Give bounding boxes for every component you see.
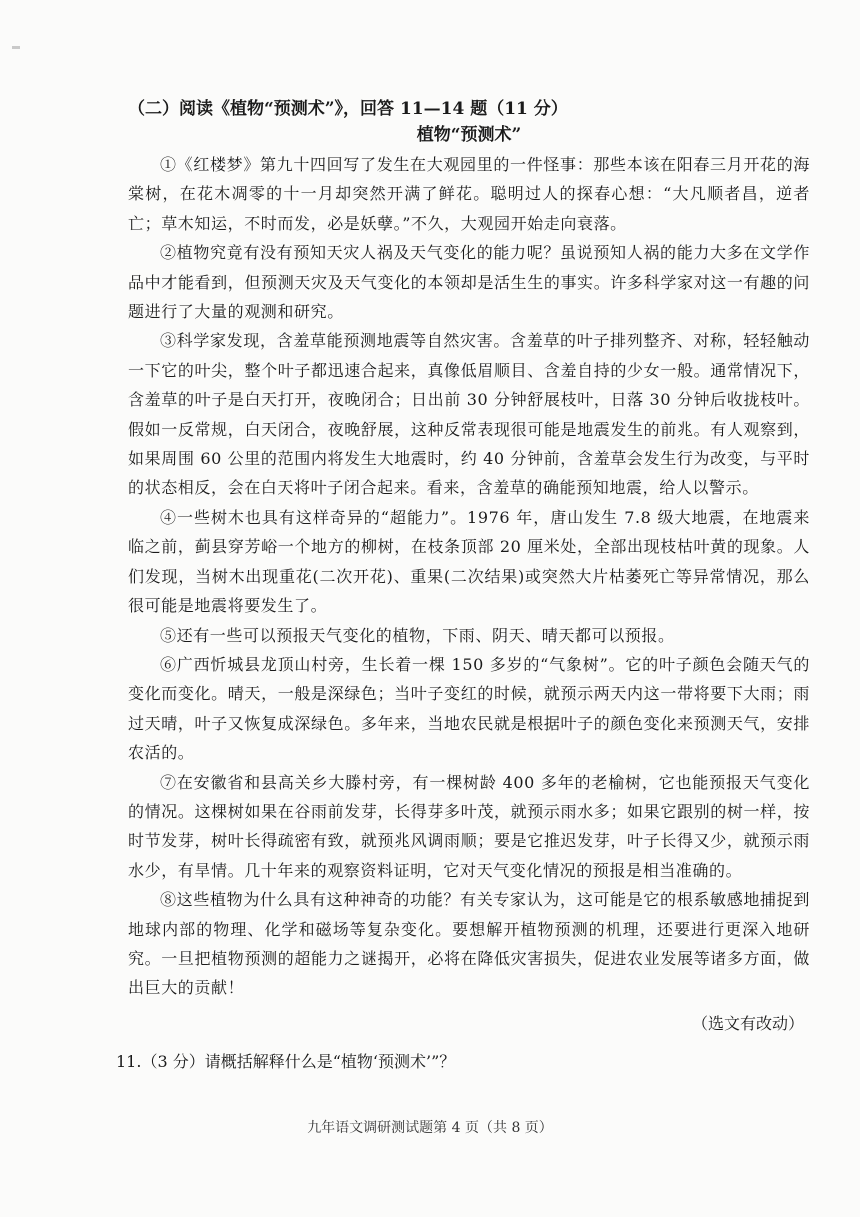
paragraph-5: ⑤还有一些可以预报天气变化的植物，下雨、阴天、晴天都可以预报。 (160, 625, 675, 645)
article-title: 植物“预测术” (416, 125, 522, 145)
paragraph-6: ⑥广西忻城县龙顶山村旁，生长着一棵 150 多岁的“气象树”。它的叶子颜色会随天气的变化而变化。晴天，一般是深绿色；当叶子变红的时候，就预示两天内这一带将要下大雨；雨过天晴，叶子又恢复成深绿色。多年来，当地农民就是根据叶子的颜色变化来预测天气，安排农活的。 (128, 654, 810, 763)
page-footer: 九年语文调研测试题第 4 页（共 8 页） (307, 1120, 553, 1136)
source-note: （选文有改动） (691, 1013, 804, 1033)
paragraph-1: ①《红楼梦》第九十四回写了发生在大观园里的一件怪事：那些本该在阳春三月开花的海棠树，在花木凋零的十一月却突然开满了鲜花。聪明过人的探春心想：“大凡顺者昌，逆者亡；草木知运，不时而发，必是妖孽。”不久，大观园开始走向衰落。 (128, 155, 810, 233)
paragraph-7: ⑦在安徽省和县高关乡大滕村旁，有一棵树龄 400 多年的老榆树，它也能预报天气变化的情况。这棵树如果在谷雨前发芽，长得芽多叶茂，就预示雨水多；如果它跟别的树一样，按时节发芽，树叶长得疏密有致，就预兆风调雨顺；要是它推迟发芽，叶子长得又少，就预示雨水少，有旱情。几十年来的观察资料证明，它对天气变化情况的预报是相当准确的。 (128, 772, 810, 880)
paragraph-3: ③科学家发现，含羞草能预测地震等自然灾害。含羞草的叶子排列整齐、对称，轻轻触动一下它的叶尖，整个叶子都迅速合起来，真像低眉顺目、含羞自持的少女一般。通常情况下，含羞草的叶子是白天打开，夜晚闭合；日出前 30 分钟舒展枝叶，日落 30 分钟后收拢枝叶。假如一反常规，白天闭合，夜晚舒展，这种反常表现很可能是地震发生的前兆。有人观察到，如果周围 60 公里的范围内将发生大地震时，约 40 分钟前，含羞草会发生行为改变，与平时的状态相反，会在白天将叶子闭合起来。看来，含羞草的确能预知地震，给人以警示。 (128, 331, 810, 498)
section-heading: （二）阅读《植物“预测术”》，回答 11—14 题（11 分） (128, 99, 568, 119)
paragraph-8: ⑧这些植物为什么具有这种神奇的功能？有关专家认为，这可能是它的根系敏感地捕捉到地球内部的物理、化学和磁场等复杂变化。要想解开植物预测的机理，还要进行更深入地研究。一旦把植物预测的超能力之谜揭开，必将在降低灾害损失，促进农业发展等诸多方面，做出巨大的贡献！ (128, 890, 810, 998)
paragraph-2: ②植物究竟有没有预知天灾人祸及天气变化的能力呢？虽说预知人祸的能力大多在文学作品中才能看到，但预测天灾及天气变化的本领却是活生生的事实。许多科学家对这一有趣的问题进行了大量的观测和研究。 (128, 243, 810, 322)
scan-artifact (12, 46, 20, 49)
question-11: 11.（3 分）请概括解释什么是“植物‘预测术’”？ (116, 1051, 456, 1071)
paragraph-4: ④一些树木也具有这样奇异的“超能力”。1976 年，唐山发生 7.8 级大地震，在地震来临之前，蓟县穿芳峪一个地方的柳树，在枝条顶部 20 厘米处，全部出现枝枯叶黄的现象。人们发现，当树木出现重花(二次开花)、重果(二次结果)或突然大片枯萎死亡等异常情况，那么很可能是地震将要发生了。 (128, 507, 810, 616)
reading-section (116, 96, 810, 1197)
